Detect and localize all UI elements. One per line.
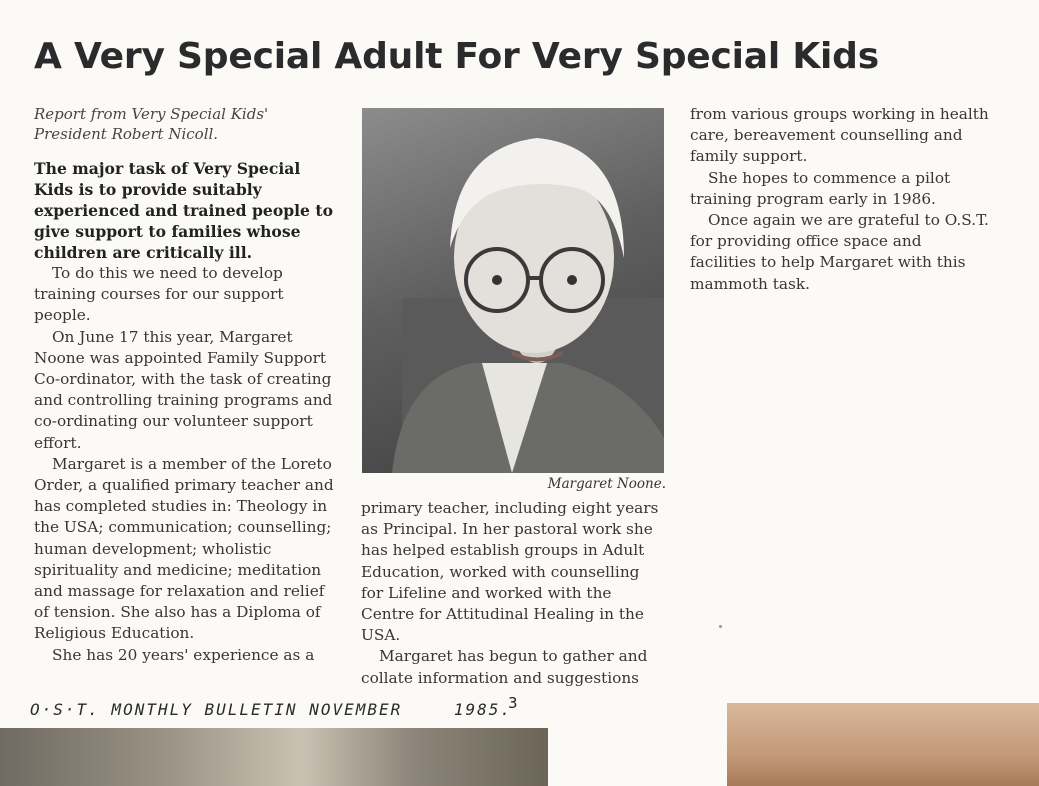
portrait-illustration: [362, 108, 664, 473]
page-number: 3: [508, 694, 518, 712]
photo-caption: Margaret Noone.: [547, 476, 666, 492]
portrait-photo: [362, 108, 664, 473]
body-paragraph: She hopes to commence a pilot training program early in 1986.: [690, 168, 951, 208]
body-paragraph: from various groups working in health care, bereavement counselling and family support.: [690, 105, 989, 166]
body-paragraph: She has 20 years' experience as a: [52, 645, 315, 664]
body-paragraph: Margaret is a member of the Loreto Order, a qualified primary teacher and has completed studies in: Theology in the USA; communication; counselling; human development; wholistic spirituality and medicine; meditation and massage for relaxation and relief of tension. She also has a Diploma of Religious Education.: [34, 454, 334, 643]
handwritten-bulletin-label: O·S·T. MONTHLY BULLETIN NOVEMBER: [30, 700, 403, 719]
byline: [34, 104, 334, 144]
body-paragraph: To do this we need to develop training courses for our support people.: [34, 264, 284, 325]
body-paragraph: primary teacher, including eight years as Principal. In her pastoral work she has helped establish groups in Adult Education, worked with counselling for Lifeline and worked with the Centre for Attitudinal Healing in the USA.: [361, 499, 659, 645]
article-column-3: [690, 104, 990, 295]
body-paragraph: Margaret has begun to gather and collate information and suggestions: [361, 647, 648, 687]
bottom-right-photo-fragment: [727, 703, 1039, 786]
byline-line-1: Report from Very Special Kids': [34, 105, 269, 123]
lead-paragraph: The major task of Very Special Kids is to provide suitably experienced and trained people to give support to families whose children are critically ill.: [34, 159, 334, 262]
article-headline: A Very Special Adult For Very Special Kids: [34, 36, 879, 77]
byline-line-2: President Robert Nicoll.: [34, 125, 219, 143]
bottom-left-photo-fragment: [0, 728, 548, 786]
article-column-2: [361, 498, 663, 689]
scan-speck: [719, 625, 722, 628]
handwritten-year: 1985.: [453, 700, 513, 719]
article-column-1: [34, 104, 334, 666]
body-paragraph: Once again we are grateful to O.S.T. for providing office space and facilities to help Margaret with this mammoth task.: [690, 211, 989, 293]
body-paragraph: On June 17 this year, Margaret Noone was appointed Family Support Co-ordinator, with the task of creating and controlling training programs and co-ordinating our volunteer support effort.: [34, 327, 333, 452]
handwritten-footer: [30, 700, 670, 719]
